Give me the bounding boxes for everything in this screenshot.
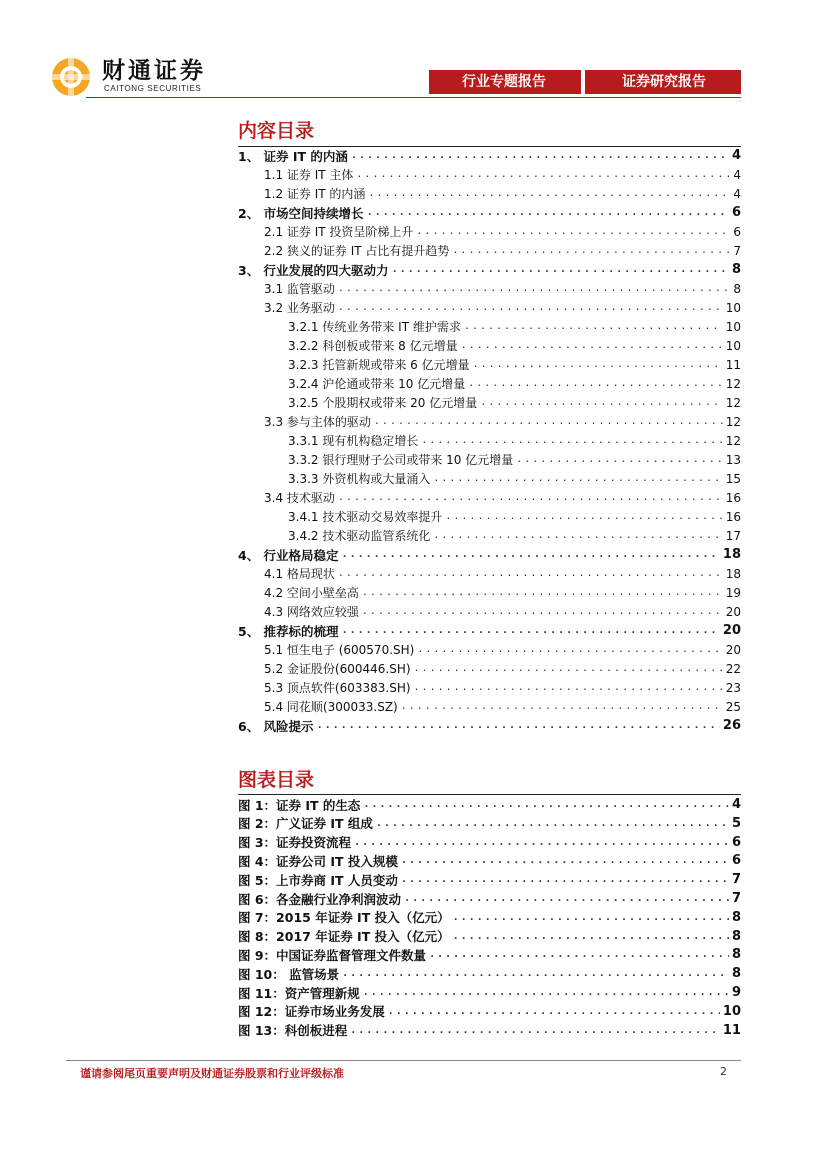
toc-entry[interactable] [264,165,741,184]
toc-entry-label: 3.2 业务驱动 [264,301,335,315]
figure-entry[interactable] [238,795,741,814]
toc-entry-label: 3.2.2 科创板或带来 8 亿元增量 [288,339,458,353]
figure-entry-page: 6 [731,853,741,869]
toc-entry[interactable] [264,279,741,298]
toc-entry-page: 20 [725,604,741,619]
toc-entry[interactable] [264,488,741,507]
toc-entry-label: 3.4.2 技术驱动监管系统化 [288,529,431,543]
toc-entry[interactable] [288,450,741,469]
figure-leader-dots [401,874,729,885]
toc-entry-label: 3.2.5 个股期权或带来 20 亿元增量 [288,396,478,410]
figure-entry[interactable] [238,908,741,927]
toc-entry-page: 6 [731,205,741,220]
toc-entry[interactable] [264,602,741,621]
figure-leader-dots [376,818,729,829]
toc-entry[interactable] [238,716,741,735]
figure-leader-dots [363,987,729,998]
toc-leader-dots [464,321,723,332]
toc-entry-label: 6、 风险提示 [238,718,314,734]
toc-entry[interactable] [264,659,741,678]
figure-leader-dots [388,1006,720,1017]
toc-entry[interactable] [264,184,741,203]
toc-entry-page: 12 [725,433,741,448]
toc-leader-dots [368,188,730,199]
figure-leader-dots [401,855,729,866]
figure-entry-label: 图 11：资产管理新规 [238,985,360,1001]
figure-entry[interactable] [238,927,741,946]
toc-entry[interactable] [288,336,741,355]
toc-entry[interactable] [264,222,741,241]
figure-entry-label: 图 10： 监管场景 [238,966,340,982]
toc-entry-page: 12 [725,414,741,429]
figure-entry-label: 图 3：证券投资流程 [238,835,352,851]
toc-entry[interactable] [288,431,741,450]
figure-leader-dots [429,949,729,960]
toc-entry[interactable] [264,678,741,697]
toc-leader-dots [461,340,723,351]
toc-entry-label: 3.2.1 传统业务带来 IT 维护需求 [288,320,461,334]
figure-leader-dots [404,893,729,904]
toc-entry[interactable] [288,317,741,336]
toc-leader-dots [338,283,730,294]
toc-leader-dots [416,226,730,237]
figure-entry-page: 4 [731,797,741,812]
toc-entry-page: 18 [722,547,741,562]
figure-leader-dots [363,799,729,810]
toc-leader-dots [401,701,723,712]
figure-entry-label: 图 12：证券市场业务发展 [238,1004,385,1020]
toc-entry-page: 22 [725,661,741,676]
toc-leader-dots [473,359,723,370]
toc-entry-page: 4 [731,148,741,163]
toc-entry-page: 8 [733,281,741,296]
toc-entry-label: 5.4 同花顺(300033.SZ) [264,700,398,714]
toc-entry-label: 4、 行业格局稳定 [238,547,339,563]
toc-entry[interactable] [264,412,741,431]
toc-entry-page: 4 [733,186,741,201]
caitong-logo-icon [50,56,92,98]
figure-entry[interactable] [238,945,741,964]
report-type-tag-research: 证券研究报告 [622,74,706,90]
toc-leader-dots [362,587,723,598]
figure-entry[interactable] [238,983,741,1002]
toc-entry-page: 8 [731,262,741,277]
toc-entry-label: 3.3.2 银行理财子公司或带来 10 亿元增量 [288,453,514,467]
figure-entry-label: 图 9：中国证券监督管理文件数量 [238,947,427,963]
toc-entry-label: 3、 行业发展的四大驱动力 [238,262,389,278]
figure-entry-page: 9 [731,985,741,1000]
toc-entry[interactable] [264,697,741,716]
figure-leader-dots [453,931,729,942]
toc-entry-page: 10 [725,338,741,353]
header-divider [86,97,741,98]
toc-leader-dots [374,416,723,427]
figure-leader-dots [342,968,729,979]
tag-separator [581,70,585,94]
toc-leader-dots [445,511,722,522]
toc-entry-label: 3.4.1 技术驱动交易效率提升 [288,510,443,524]
figure-entry-page: 8 [731,928,741,944]
toc-entry-label: 5.2 金证股份(600446.SH) [264,662,411,676]
toc-entry-label: 2、 市场空间持续增长 [238,205,364,221]
report-type-bar [429,70,741,94]
toc-entry-label: 3.2.3 托管新规或带来 6 亿元增量 [288,358,470,372]
figure-leader-dots [350,1025,720,1036]
toc-entry-page: 25 [725,699,741,714]
toc-entry-label: 2.2 狭义的证券 IT 占比有提升趋势 [264,244,450,258]
report-type-tag-industry: 行业专题报告 [462,74,546,90]
figure-entry-page: 10 [722,1003,741,1019]
toc-entry[interactable] [238,203,741,222]
toc-entry-label: 1、 证券 IT 的内涵 [238,148,348,164]
toc-entry[interactable] [288,393,741,412]
figure-entry[interactable] [238,964,741,983]
toc-leader-dots [417,644,722,655]
figure-entry-page: 5 [731,815,741,831]
toc-leader-dots [414,682,723,693]
toc-entry-label: 1.1 证券 IT 主体 [264,168,354,182]
toc-title: 内容目录 [238,120,315,142]
page-number: 2 [720,1065,727,1078]
toc-entry[interactable] [238,545,741,564]
toc-entry-label: 5.3 顶点软件(603383.SH) [264,681,411,695]
figure-entry-label: 图 13：科创板进程 [238,1023,348,1039]
toc-leader-dots [351,150,729,161]
toc-entry-label: 4.1 格局现状 [264,567,335,581]
toc-entry-page: 17 [725,528,741,543]
toc-entry[interactable] [264,583,741,602]
toc-entry-label: 4.3 网络效应较强 [264,605,359,619]
toc-leader-dots [421,435,722,446]
toc-leader-dots [367,207,729,218]
toc-leader-dots [338,492,723,503]
toc-entry-page: 19 [725,585,741,600]
toc-entry-page: 12 [725,376,741,391]
toc-leader-dots [452,245,730,256]
toc-entry-label: 3.3.1 现有机构稳定增长 [288,434,419,448]
figure-entry-label: 图 6：各金融行业净利润波动 [238,891,402,907]
figure-entry-page: 7 [731,891,741,906]
figure-entry-label: 图 5：上市券商 IT 人员变动 [238,872,398,888]
figure-entry[interactable] [238,814,741,833]
figure-leader-dots [453,912,729,923]
toc-entry-page: 16 [725,509,741,524]
toc-leader-dots [338,302,723,313]
figure-entry[interactable] [238,1002,741,1021]
figure-entry[interactable] [238,889,741,908]
figure-entry-page: 8 [731,909,741,925]
toc-leader-dots [338,568,723,579]
toc-entry-page: 20 [725,642,741,657]
figures-title: 图表目录 [238,769,315,791]
figure-entry-page: 8 [731,947,741,963]
toc-entry-label: 3.2.4 沪伦通或带来 10 亿元增量 [288,377,466,391]
toc-leader-dots [433,530,722,541]
toc-leader-dots [342,625,720,636]
toc-entry-page: 6 [733,224,741,239]
toc-entry-page: 10 [725,319,741,334]
figure-entry-page: 7 [731,872,741,888]
toc-entry-page: 12 [725,395,741,410]
toc-entry[interactable] [288,355,741,374]
figure-entry[interactable] [238,870,741,889]
figure-entry-label: 图 1：证券 IT 的生态 [238,797,361,813]
toc-entry-label: 5、 推荐标的梳理 [238,623,339,639]
toc-leader-dots [516,454,722,465]
toc-entry[interactable] [238,146,741,165]
toc-leader-dots [480,397,722,408]
toc-entry-label: 3.4 技术驱动 [264,491,335,505]
toc-entry-page: 7 [733,243,741,258]
toc-entry[interactable] [264,298,741,317]
toc-leader-dots [433,473,722,484]
toc-leader-dots [342,549,720,560]
toc-entry-label: 2.1 证券 IT 投资呈阶梯上升 [264,225,414,239]
toc-entry-page: 18 [725,566,741,581]
figure-entry-label: 图 7：2015 年证券 IT 投入（亿元） [238,910,450,926]
toc-entry-page: 15 [725,471,741,486]
toc-entry[interactable] [238,621,741,640]
toc-entry-page: 13 [725,452,741,467]
toc-entry[interactable] [238,260,741,279]
toc-entry-label: 1.2 证券 IT 的内涵 [264,187,366,201]
toc-entry[interactable] [264,564,741,583]
footer-divider [66,1060,741,1061]
toc-leader-dots [356,169,730,180]
toc-entry-label: 3.3.3 外资机构或大量涌入 [288,472,431,486]
toc-entry[interactable] [264,640,741,659]
toc-leader-dots [392,264,729,275]
toc-entry-page: 23 [725,680,741,695]
toc-entry[interactable] [288,469,741,488]
toc-entry-page: 20 [722,623,741,638]
toc-entry-label: 5.1 恒生电子 (600570.SH) [264,643,415,657]
figure-entry[interactable] [238,1021,741,1040]
page-header [0,0,827,100]
toc-leader-dots [414,663,723,674]
figure-entry[interactable] [238,833,741,852]
toc-entry-page: 16 [725,490,741,505]
toc-leader-dots [468,378,722,389]
figure-entry-page: 6 [731,834,741,850]
toc-entry-page: 10 [725,300,741,315]
toc-leader-dots [317,720,720,731]
figure-entry-label: 图 8：2017 年证券 IT 投入（亿元） [238,929,450,945]
toc-entry[interactable] [288,526,741,545]
footer-disclaimer: 谨请参阅尾页重要声明及财通证券股票和行业评级标准 [80,1067,344,1080]
toc-entry-page: 11 [725,357,741,372]
toc-entry-page: 4 [733,167,741,182]
figure-entry-page: 11 [722,1022,741,1038]
brand-name-en: CAITONG SECURITIES [104,84,202,93]
figure-leader-dots [354,837,729,848]
toc-leader-dots [362,606,723,617]
figure-entry-label: 图 4：证券公司 IT 投入规模 [238,853,398,869]
toc-entry-label: 3.3 参与主体的驱动 [264,415,371,429]
figure-entry[interactable] [238,851,741,870]
toc-entry-label: 3.1 监管驱动 [264,282,335,296]
toc-entry-label: 4.2 空间小壁垒高 [264,586,359,600]
brand-name-cn: 财通证券 [102,58,206,84]
toc-entry[interactable] [288,374,741,393]
toc-entry[interactable] [264,241,741,260]
figure-entry-label: 图 2：广义证券 IT 组成 [238,816,373,832]
toc-entry-page: 26 [722,718,741,733]
toc-entry[interactable] [288,507,741,526]
figure-entry-page: 8 [731,966,741,982]
